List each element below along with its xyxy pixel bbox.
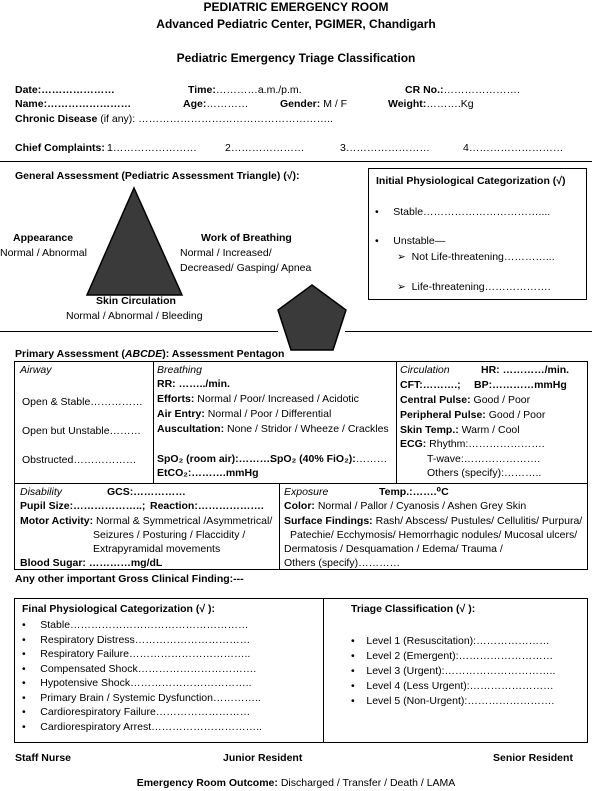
name-field[interactable]: Name:…………………… — [15, 98, 132, 110]
spo2-room-air-field[interactable]: SpO₂ (room air):………. — [157, 453, 274, 465]
airway-open-unstable[interactable]: Open but Unstable……… — [22, 425, 142, 437]
triage-classification-list — [351, 635, 555, 710]
age-field[interactable]: Age:………… — [183, 98, 249, 110]
senior-resident-signature: Senior Resident — [493, 752, 573, 764]
header-subtitle: Advanced Pediatric Center, PGIMER, Chandigarh — [156, 17, 436, 31]
exposure-title: Exposure — [284, 486, 329, 498]
disability-title: Disability — [20, 486, 63, 498]
list-item[interactable]: • Cardiorespiratory Failure……………………… — [22, 706, 251, 718]
divider — [153, 361, 154, 483]
divider — [345, 331, 592, 332]
divider — [396, 361, 397, 483]
list-item[interactable]: • Level 3 (Urgent):………………………….. — [351, 665, 556, 677]
central-pulse-field[interactable]: Central Pulse: Good / Poor — [400, 394, 531, 406]
work-of-breathing-label: Work of Breathing — [201, 232, 292, 244]
peripheral-pulse-field[interactable]: Peripheral Pulse: Good / Poor — [400, 409, 546, 421]
chronic-disease-field[interactable]: Chronic Disease (if any): ……………………………………………….. — [15, 113, 333, 125]
rr-field[interactable]: RR: ……../min. — [157, 378, 230, 390]
gcs-field[interactable]: GCS:…………… — [107, 486, 186, 498]
option-life-threatening[interactable]: ➢ Life-threatening………………. — [397, 281, 551, 293]
divider — [14, 483, 588, 484]
final-categorization-heading: Final Physiological Categorization (√ ): — [22, 603, 216, 615]
breathing-options-1[interactable]: Normal / Increased/ — [180, 247, 272, 259]
surface-findings-line-3[interactable]: Dermatosis / Desquamation / Edema/ Trauma / — [284, 543, 503, 555]
emergency-room-outcome-field[interactable]: Emergency Room Outcome: Discharged / Transfer / Death / LAMA — [136, 777, 456, 789]
pediatric-assessment-triangle-icon — [85, 185, 185, 300]
junior-resident-signature: Junior Resident — [223, 752, 303, 764]
initial-categorization-heading: Initial Physiological Categorization (√) — [376, 175, 566, 187]
cft-field[interactable]: CFT:……….; — [400, 379, 461, 391]
primary-assessment-heading: Primary Assessment (ABCDE): Assessment Pentagon — [15, 348, 285, 360]
option-unstable[interactable]: • Unstable— — [375, 235, 446, 247]
triage-classification-heading: Triage Classification (√ ): — [351, 603, 476, 615]
airway-open-stable[interactable]: Open & Stable…………… — [22, 396, 143, 408]
airway-title: Airway — [20, 364, 52, 376]
list-item[interactable]: • Cardiorespiratory Arrest………………………….. — [22, 720, 262, 733]
breathing-options-2[interactable]: Decreased/ Gasping/ Apnea — [180, 262, 312, 274]
motor-activity-line-2[interactable]: Seizures / Posturing / Flaccidity / — [93, 529, 246, 541]
general-assessment-heading: General Assessment (Pediatric Assessment Triangle) (√): — [15, 170, 300, 182]
circulation-title: Circulation — [400, 364, 450, 376]
surface-findings-line-2[interactable]: Patechie/ Ecchymosis/ Hemorrhagic nodules/ Mucosal ulcers/ — [290, 529, 578, 541]
arrow-icon: ➢ — [397, 281, 406, 293]
assessment-pentagon-icon — [276, 283, 348, 353]
time-field[interactable]: Time:…………a.m./p.m. — [188, 84, 302, 96]
list-item[interactable]: • Level 1 (Resuscitation):………………… — [351, 635, 550, 647]
cr-no-field[interactable]: CR No.:…………………. — [405, 84, 520, 96]
list-item[interactable]: • Level 4 (Less Urgent):…………………… — [351, 680, 554, 692]
header-title: PEDIATRIC EMERGENCY ROOM — [203, 0, 389, 14]
complaint-3[interactable]: 3…………………… — [340, 142, 430, 154]
complaint-1[interactable]: 1…………………… — [107, 142, 197, 154]
list-item[interactable]: • Respiratory Failure…………………………….. — [22, 648, 251, 660]
ecg-others-field[interactable]: Others (specify):……….. — [427, 467, 542, 479]
breathing-title: Breathing — [157, 364, 202, 376]
reaction-field[interactable]: Reaction:………………. — [150, 500, 264, 512]
divider — [0, 331, 278, 332]
efforts-field[interactable]: Efforts: Normal / Poor/ Increased / Acidotic — [157, 393, 359, 405]
auscultation-field[interactable]: Auscultation: None / Stridor / Wheeze / Crackles — [157, 423, 389, 435]
pupil-size-field[interactable]: Pupil Size:………………..; — [20, 500, 146, 512]
gross-clinical-finding-field[interactable]: Any other important Gross Clinical Finding:--- — [15, 573, 244, 585]
staff-nurse-signature: Staff Nurse — [15, 752, 72, 764]
motor-activity-line-3[interactable]: Extrapyramidal movements — [93, 543, 221, 555]
form-title: Pediatric Emergency Triage Classification — [176, 51, 416, 65]
list-item[interactable]: • Compensated Shock……………………………. — [22, 662, 257, 675]
option-not-life-threatening[interactable]: ➢ Not Life-threatening…………... — [397, 251, 555, 263]
surface-findings-field[interactable]: Surface Findings: Rash/ Abscess/ Pustules/ Cellulitis/ Purpura/ — [284, 515, 583, 527]
skin-circulation-label: Skin Circulation — [96, 295, 176, 307]
final-categorization-list — [22, 619, 262, 735]
weight-field[interactable]: Weight:……….Kg — [388, 98, 474, 110]
skin-circulation-options[interactable]: Normal / Abnormal / Bleeding — [66, 310, 203, 322]
complaint-4[interactable]: 4……………………… — [463, 142, 564, 154]
color-field[interactable]: Color: Normal / Pallor / Cyanosis / Ashen Grey Skin — [284, 500, 527, 512]
blood-sugar-field[interactable]: Blood Sugar: …………mg/dL — [20, 557, 163, 569]
hr-field[interactable]: HR: …………/min. — [481, 364, 570, 376]
list-item[interactable]: • Hypotensive Shock…………………………….. — [22, 677, 252, 689]
option-stable[interactable]: • Stable…………………………….... — [375, 206, 551, 218]
motor-activity-field[interactable]: Motor Activity: Normal & Symmetrical /Asymmetrical/ — [20, 515, 273, 527]
list-item[interactable]: • Respiratory Distress…………………………… — [22, 633, 251, 646]
surface-findings-line-4[interactable]: Others (specify)………… — [284, 557, 401, 569]
divider — [0, 161, 592, 162]
skin-temp-field[interactable]: Skin Temp.: Warm / Cool — [400, 424, 520, 436]
appearance-label: Appearance — [13, 232, 74, 244]
temp-field[interactable]: Temp.:…….⁰C — [379, 486, 449, 498]
list-item[interactable]: • Stable…………………………………………… — [22, 619, 249, 631]
list-item[interactable]: • Level 2 (Emergent):……………………… — [351, 650, 554, 662]
etco2-field[interactable]: EtCO₂:……….mmHg — [157, 467, 259, 479]
initial-categorization-box — [368, 168, 587, 300]
divider — [323, 598, 324, 743]
ecg-rhythm-field[interactable]: ECG: Rhythm:…………………. — [400, 438, 545, 450]
airway-obstructed[interactable]: Obstructed……………… — [22, 454, 137, 466]
spo2-fio2-field[interactable]: SpO₂ (40% FiO₂):……… — [270, 453, 388, 465]
date-field[interactable]: Date:………………… — [15, 84, 115, 96]
complaint-2[interactable]: 2………………… — [225, 142, 305, 154]
ecg-t-wave-field[interactable]: T-wave:…………………. — [427, 453, 541, 465]
appearance-options[interactable]: Normal / Abnormal — [0, 247, 87, 259]
arrow-icon: ➢ — [397, 251, 406, 263]
list-item[interactable]: • Primary Brain / Systemic Dysfunction………….. — [22, 691, 261, 704]
list-item[interactable]: • Level 5 (Non-Urgent):……………………. — [351, 695, 555, 707]
gender-field[interactable]: Gender: M / F — [280, 98, 348, 110]
bp-field[interactable]: BP:…………mmHg — [474, 379, 567, 391]
divider — [279, 483, 280, 570]
air-entry-field[interactable]: Air Entry: Normal / Poor / Differential — [157, 408, 332, 420]
chief-complaints-field[interactable]: Chief Complaints: — [15, 142, 105, 154]
